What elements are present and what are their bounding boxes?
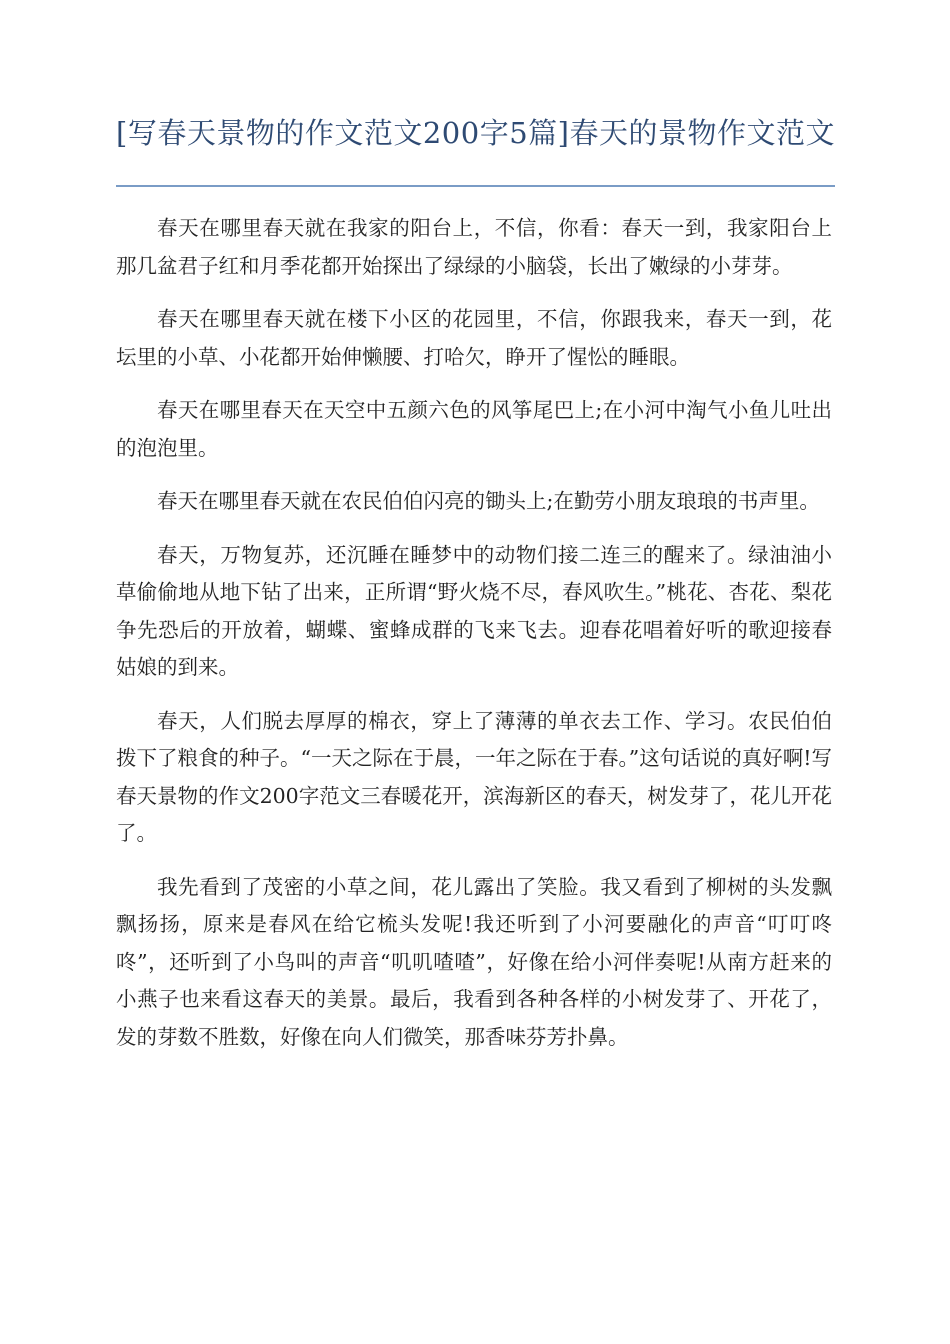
paragraph-4: 春天在哪里春天就在农民伯伯闪亮的锄头上;在勤劳小朋友琅琅的书声里。 bbox=[157, 489, 820, 513]
paragraph-3: 春天在哪里春天在天空中五颜六色的风筝尾巴上;在小河中淘气小鱼儿吐出的泡泡里。 bbox=[116, 398, 832, 460]
paragraph-2: 春天在哪里春天就在楼下小区的花园里，不信，你跟我来，春天一到，花坛里的小草、小花都开始伸懒腰、打哈欠，睁开了惺忪的睡眼。 bbox=[116, 307, 832, 369]
paragraph-1: 春天在哪里春天就在我家的阳台上，不信，你看：春天一到，我家阳台上那几盆君子红和月季花都开始探出了绿绿的小脑袋，长出了嫩绿的小芽芽。 bbox=[116, 216, 832, 278]
paragraph-5: 春天，万物复苏，还沉睡在睡梦中的动物们接二连三的醒来了。绿油油小草偷偷地从地下钻了出来，正所谓“野火烧不尽，春风吹生。”桃花、杏花、梨花争先恐后的开放着，蝴蝶、蜜蜂成群的飞来飞去。迎春花唱着好听的歌迎接春姑娘的到来。 bbox=[116, 542, 832, 679]
paragraph-6: 春天，人们脱去厚厚的棉衣，穿上了薄薄的单衣去工作、学习。农民伯伯拨下了粮食的种子。“一天之际在于晨，一年之际在于春。”这句话说的真好啊!写春天景物的作文200字范文三春暖花开，滨海新区的春天，树发芽了，花儿开花了。 bbox=[116, 708, 832, 845]
title-underline bbox=[116, 185, 835, 187]
paragraph-7: 我先看到了茂密的小草之间，花儿露出了笑脸。我又看到了柳树的头发飘飘扬扬，原来是春风在给它梳头发呢!我还听到了小河要融化的声音“叮叮咚咚”，还听到了小鸟叫的声音“叽叽喳喳”，好像在给小河伴奏呢!从南方赶来的小燕子也来看这春天的美景。最后，我看到各种各样的小树发芽了、开花了，发的芽数不胜数，好像在向人们微笑，那香味芬芳扑鼻。 bbox=[116, 874, 832, 1049]
document-body bbox=[116, 210, 832, 1072]
document-title: [写春天景物的作文范文200字5篇]春天的景物作文范文 bbox=[116, 116, 835, 150]
